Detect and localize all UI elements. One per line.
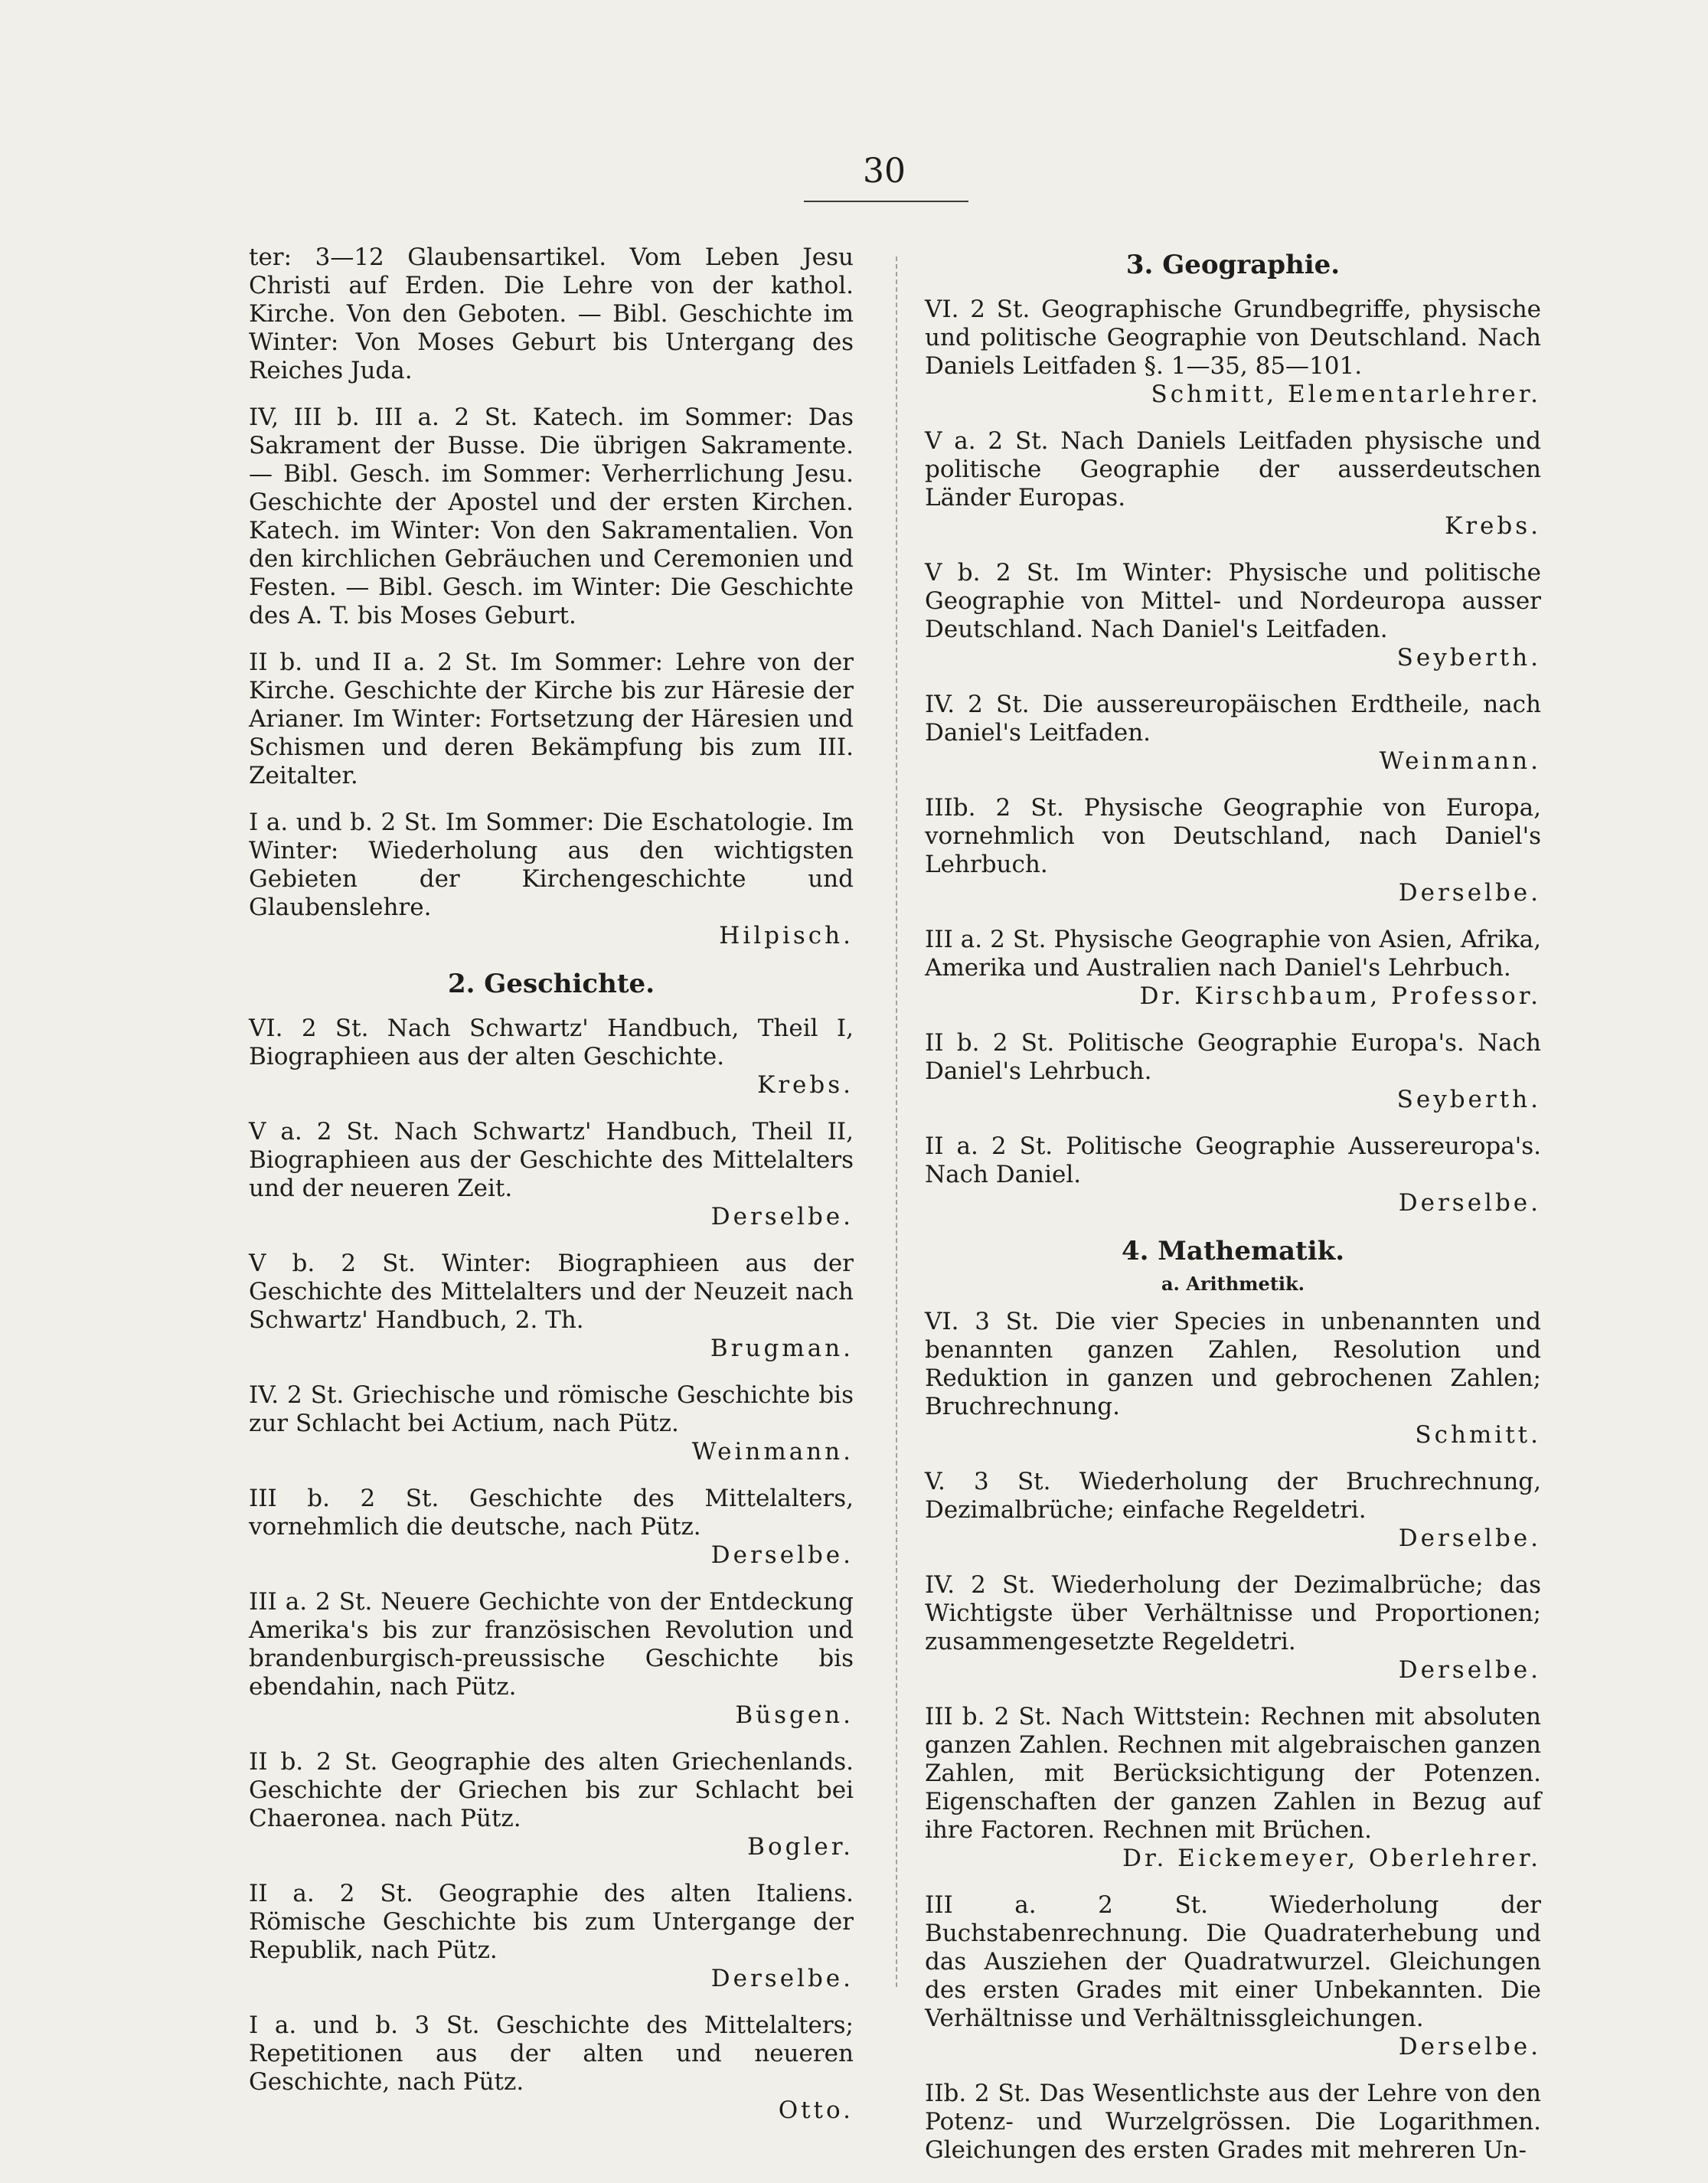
entry-text: I a. und b. 2 St. Im Sommer: Die Eschatologie. Im Winter: Wiederholung aus den wichtigsten Gebieten der Kirchengeschichte und Glaubenslehre. [249, 809, 854, 921]
geography-entry [925, 559, 1541, 672]
religion-intro [249, 243, 854, 385]
teacher-name: Weinmann. [1379, 747, 1541, 775]
religion-entry [249, 809, 854, 950]
entry-text: III b. 2 St. Nach Wittstein: Rechnen mit absoluten ganzen Zahlen. Rechnen mit algebraischen ganzen Zahlen, mit Berücksichtigung der Potenzen. Eigenschaften der ganzen Zahlen in Bezug auf ihre Factoren. Rechnen mit Brüchen. [925, 1703, 1541, 1844]
geography-entry [925, 296, 1541, 409]
left-column [249, 243, 854, 2143]
geography-entry [925, 926, 1541, 1011]
entry-text: VI. 2 St. Geographische Grundbegriffe, physische und politische Geographie von Deutschland. Nach Daniels Leitfaden §. 1—35, 85—101. [925, 296, 1541, 380]
teacher-name: Dr. Eickemeyer, Oberlehrer. [1122, 1845, 1541, 1872]
section-heading-mathematik: 4. Mathematik. [1121, 1236, 1345, 1266]
history-entry [249, 1588, 854, 1730]
subheading-arithmetik: a. Arithmetik. [1161, 1273, 1305, 1295]
teacher-name: Dr. Kirschbaum, Professor. [1139, 982, 1541, 1010]
entry-text: III b. 2 St. Geschichte des Mittelalters, vornehmlich die deutsche, nach Pütz. [249, 1485, 854, 1541]
entry-text: II b. 2 St. Geographie des alten Griechenlands. Geschichte der Griechen bis zur Schlacht bei Chaeronea. nach Pütz. [249, 1748, 854, 1832]
entry-text: V b. 2 St. Winter: Biographieen aus der Geschichte des Mittelalters und der Neuzeit nach Schwartz' Handbuch, 2. Th. [249, 1250, 854, 1334]
teacher-name: Krebs. [757, 1071, 854, 1099]
entry-text: III a. 2 St. Neuere Gechichte von der Entdeckung Amerika's bis zur französischen Revolution und brandenburgisch-preussische Geschichte bis ebendahin, nach Pütz. [249, 1588, 854, 1701]
religion-entry [249, 649, 854, 790]
entry-text: IV, III b. III a. 2 St. Katech. im Sommer: Das Sakrament der Busse. Die übrigen Sakramente. — Bibl. Gesch. im Sommer: Verherrlichung Jesu. Geschichte der Apostel und der ersten Kirchen. Katech. im Winter: Von den Sakramentalien. Von den kirchlichen Gebräuchen und Ceremonien und Festen. — Bibl. Gesch. im Winter: Die Geschichte des A. T. bis Moses Geburt. [249, 404, 854, 629]
math-entry [925, 1891, 1541, 2061]
math-entry [925, 1703, 1541, 1873]
history-entry [249, 1118, 854, 1231]
teacher-name: Derselbe. [1398, 1656, 1541, 1684]
entry-text: V a. 2 St. Nach Daniels Leitfaden physische und politische Geographie der ausserdeutschen Länder Europas. [925, 427, 1541, 511]
geography-entry [925, 427, 1541, 541]
geography-entry [925, 691, 1541, 776]
teacher-name: Derselbe. [1398, 2033, 1541, 2060]
history-entry [249, 1880, 854, 1993]
math-entry [925, 1308, 1541, 1449]
entry-text: II a. 2 St. Geographie des alten Italiens. Römische Geschichte bis zum Untergange der Republik, nach Pütz. [249, 1880, 854, 1964]
entry-text: III a. 2 St. Wiederholung der Buchstabenrechnung. Die Quadraterhebung und das Ausziehen der Quadratwurzel. Gleichungen des ersten Grades mit einer Unbekannten. Die Verhältnisse und Verhältnissgleichungen. [925, 1891, 1541, 2032]
right-column [925, 243, 1541, 2183]
teacher-name: Derselbe. [1398, 1189, 1541, 1217]
teacher-name: Krebs. [1445, 512, 1541, 540]
teacher-name: Schmitt. [1415, 1421, 1541, 1449]
teacher-name: Derselbe. [710, 1965, 854, 1992]
entry-text: V. 3 St. Wiederholung der Bruchrechnung, Dezimalbrüche; einfache Regeldetri. [925, 1468, 1541, 1524]
teacher-name: Derselbe. [710, 1541, 854, 1569]
math-entry [925, 2080, 1541, 2165]
entry-text: II b. 2 St. Politische Geographie Europa's. Nach Daniel's Lehrbuch. [925, 1029, 1541, 1085]
teacher-name: Weinmann. [691, 1438, 854, 1466]
geography-entry [925, 1132, 1541, 1217]
section-heading-geschichte: 2. Geschichte. [447, 969, 655, 999]
teacher-name: Büsgen. [735, 1701, 854, 1729]
teacher-name: Hilpisch. [719, 922, 854, 949]
history-entry [249, 2011, 854, 2125]
teacher-name: Derselbe. [1398, 1525, 1541, 1552]
entry-text: VI. 3 St. Die vier Species in unbenannten und benannten ganzen Zahlen, Resolution und Reduktion in ganzen und gebrochenen Zahlen; Bruchrechnung. [925, 1308, 1541, 1420]
teacher-name: Brugman. [710, 1335, 854, 1362]
religion-entry [249, 404, 854, 630]
page-number-rule [804, 201, 968, 202]
section-heading-geographie: 3. Geographie. [1125, 250, 1341, 280]
entry-text: IV. 2 St. Wiederholung der Dezimalbrüche; das Wichtigste über Verhältnisse und Proportionen; zusammengesetzte Regeldetri. [925, 1571, 1541, 1655]
entry-text: V b. 2 St. Im Winter: Physische und politische Geographie von Mittel- und Nordeuropa ausser Deutschland. Nach Daniel's Leitfaden. [925, 559, 1541, 643]
teacher-name: Derselbe. [1398, 879, 1541, 907]
teacher-name: Bogler. [747, 1833, 854, 1861]
teacher-name: Derselbe. [710, 1203, 854, 1230]
entry-text: IIb. 2 St. Das Wesentlichste aus der Lehre von den Potenz- und Wurzelgrössen. Die Logarithmen. Gleichungen des ersten Grades mit mehreren Un- [925, 2080, 1541, 2164]
history-entry [249, 1015, 854, 1100]
teacher-name: Seyberth. [1396, 1086, 1541, 1113]
column-divider [896, 257, 897, 1987]
teacher-name: Otto. [778, 2096, 854, 2124]
entry-text: V a. 2 St. Nach Schwartz' Handbuch, Theil II, Biographieen aus der Geschichte des Mittelalters und der neueren Zeit. [249, 1118, 854, 1202]
entry-text: II a. 2 St. Politische Geographie Aussereuropa's. Nach Daniel. [925, 1132, 1541, 1188]
entry-text: IIIb. 2 St. Physische Geographie von Europa, vornehmlich von Deutschland, nach Daniel's Lehrbuch. [925, 794, 1541, 878]
math-entry [925, 1571, 1541, 1685]
history-entry [249, 1485, 854, 1570]
entry-text: VI. 2 St. Nach Schwartz' Handbuch, Theil I, Biographieen aus der alten Geschichte. [249, 1015, 854, 1070]
entry-text: II b. und II a. 2 St. Im Sommer: Lehre von der Kirche. Geschichte der Kirche bis zur Häresie der Arianer. Im Winter: Fortsetzung der Häresien und Schismen und deren Bekämpfung bis zum III. Zeitalter. [249, 649, 854, 789]
teacher-name: Schmitt, Elementarlehrer. [1151, 381, 1541, 408]
history-entry [249, 1381, 854, 1466]
entry-text: IV. 2 St. Die aussereuropäischen Erdtheile, nach Daniel's Leitfaden. [925, 691, 1541, 747]
entry-text: ter: 3—12 Glaubensartikel. Vom Leben Jesu Christi auf Erden. Die Lehre von der kathol. Kirche. Von den Geboten. — Bibl. Geschichte im Winter: Von Moses Geburt bis Untergang des Reiches Juda. [249, 243, 854, 384]
page-number: 30 [863, 152, 906, 191]
geography-entry [925, 794, 1541, 907]
entry-text: III a. 2 St. Physische Geographie von Asien, Afrika, Amerika und Australien nach Daniel's Lehrbuch. [925, 926, 1541, 982]
history-entry [249, 1748, 854, 1861]
entry-text: IV. 2 St. Griechische und römische Geschichte bis zur Schlacht bei Actium, nach Pütz. [249, 1381, 854, 1437]
teacher-name: Seyberth. [1396, 644, 1541, 672]
math-entry [925, 1468, 1541, 1553]
history-entry [249, 1250, 854, 1363]
geography-entry [925, 1029, 1541, 1114]
entry-text: I a. und b. 3 St. Geschichte des Mittelalters; Repetitionen aus der alten und neueren Geschichte, nach Pütz. [249, 2011, 854, 2096]
